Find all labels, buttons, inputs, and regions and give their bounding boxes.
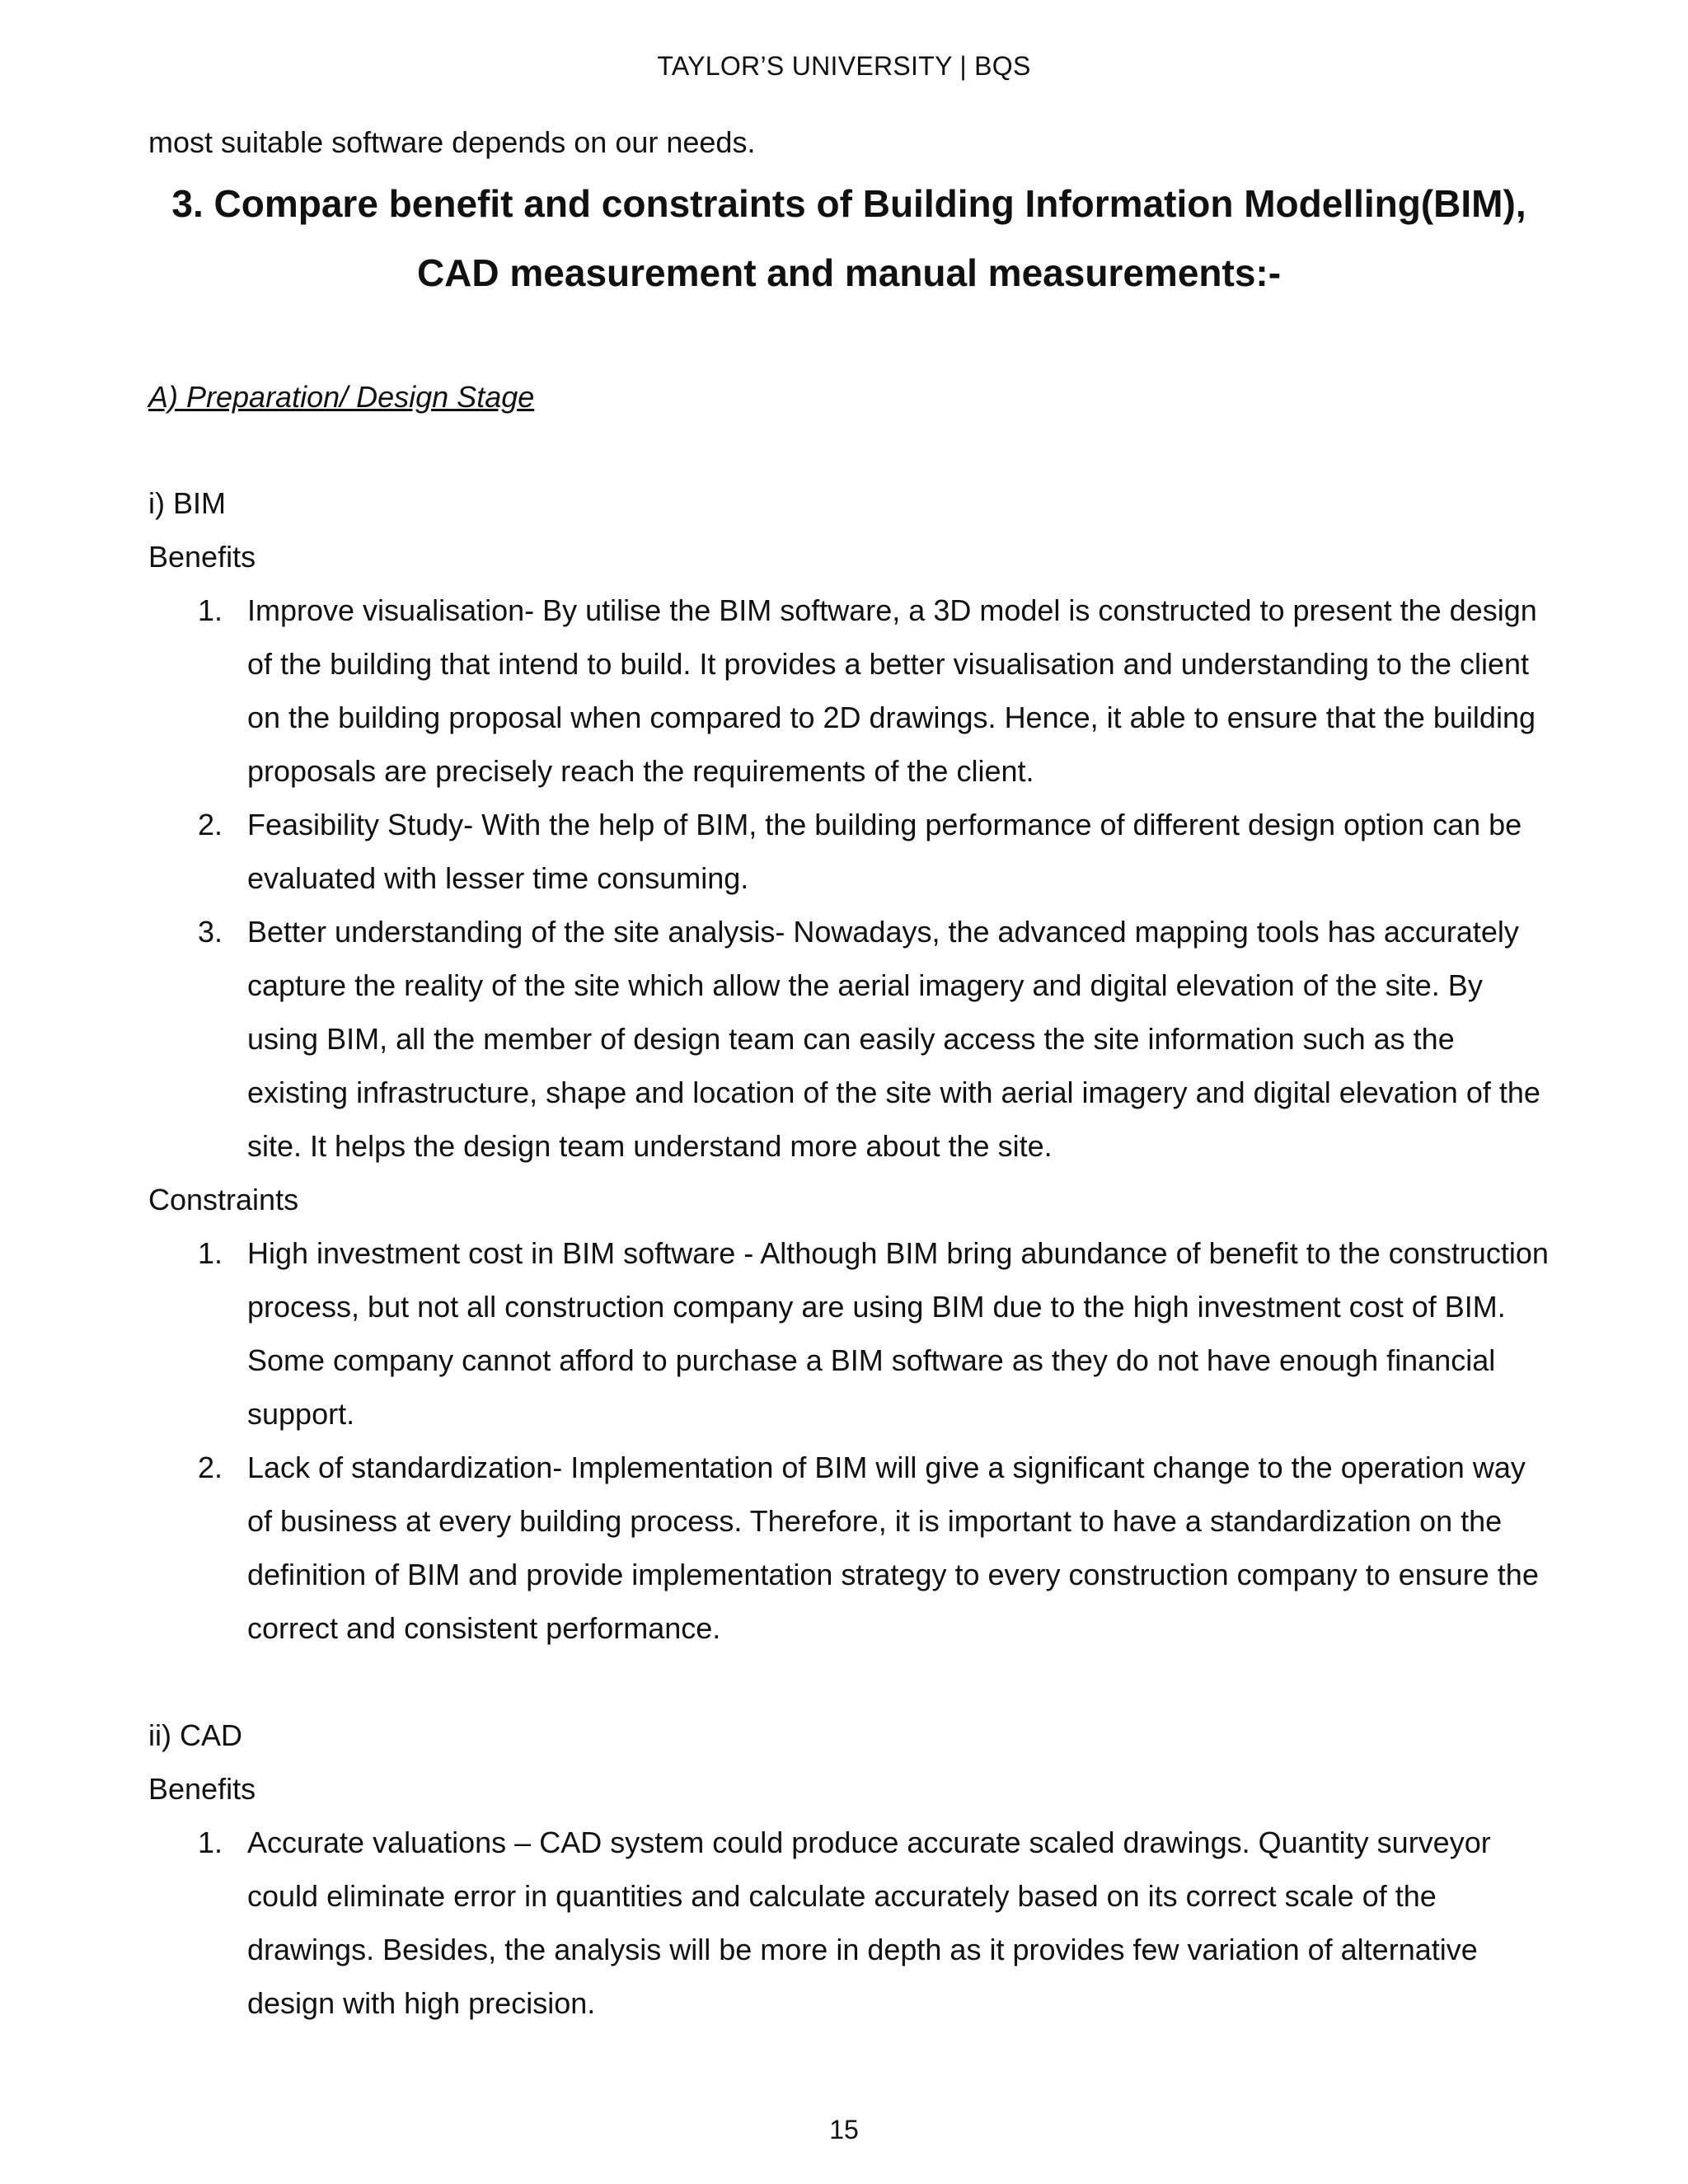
list-item [148, 1441, 1550, 1655]
intro-text: most suitable software depends on our needs. [148, 125, 756, 159]
document-body [148, 115, 1550, 2030]
list-item-text: Feasibility Study- With the help of BIM, the building performance of different design option can be evaluated with lesser time consuming. [247, 808, 1522, 895]
page-number: 15 [829, 2115, 859, 2144]
section-title-line-1: 3. Compare benefit and constraints of Building Information Modelling(BIM), [171, 182, 1526, 225]
list-item-text: High investment cost in BIM software - Although BIM bring abundance of benefit to the construction process, but not all construction company are using BIM due to the high investment cost of BIM. Some company cannot afford to purchase a BIM software as they do not have enough financial support. [247, 1236, 1549, 1431]
list-item-number: 1. [198, 593, 223, 627]
bim-constraints-label: Constraints [148, 1183, 299, 1216]
list-item-text: Accurate valuations – CAD system could produce accurate scaled drawings. Quantity surveyor could eliminate error in quantities and calculate accurately based on its correct scale of the drawings. Besides, the analysis will be more in depth as it provides few variation of alternative design with high precision. [247, 1825, 1491, 2020]
section-title-line-2: CAD measurement and manual measurements:- [416, 251, 1282, 294]
stage-heading: A) Preparation/ Design Stage [148, 380, 535, 414]
list-item [148, 1226, 1550, 1441]
list-item-number: 2. [198, 808, 223, 841]
list-item-text: Improve visualisation- By utilise the BIM software, a 3D model is constructed to present the design of the building that intend to build. It provides a better visualisation and understanding to the client on the building proposal when compared to 2D drawings. Hence, it able to ensure that the building proposals are precisely reach the requirements of the client. [247, 593, 1537, 788]
list-item [148, 798, 1550, 905]
running-header: TAYLOR’S UNIVERSITY | BQS [657, 51, 1031, 81]
bim-heading: i) BIM [148, 486, 226, 520]
section-spacer [148, 1655, 1550, 1708]
list-item-number: 1. [198, 1825, 223, 1859]
bim-benefits-label: Benefits [148, 540, 256, 574]
list-item [148, 1816, 1550, 2030]
list-item-text: Lack of standardization- Implementation of BIM will give a significant change to the operation way of business at every building process. Therefore, it is important to have a standardization on the definition of BIM and provide implementation strategy to every construction company to ensure the correct and consistent performance. [247, 1451, 1539, 1645]
bim-constraints-list [148, 1226, 1550, 1655]
cad-benefits-list [148, 1816, 1550, 2030]
cad-heading: ii) CAD [148, 1718, 242, 1752]
section-title [148, 169, 1550, 307]
list-item-number: 2. [198, 1451, 223, 1484]
list-item-text: Better understanding of the site analysis- Nowadays, the advanced mapping tools has accurately capture the reality of the site which allow the aerial imagery and digital elevation of the site. By using BIM, all the member of design team can easily access the site information such as the existing infrastructure, shape and location of the site with aerial imagery and digital elevation of the site. It helps the design team understand more about the site. [247, 915, 1540, 1163]
list-item-number: 3. [198, 915, 223, 949]
cad-benefits-label: Benefits [148, 1772, 256, 1806]
bim-benefits-list [148, 583, 1550, 1173]
list-item [148, 905, 1550, 1173]
list-item [148, 583, 1550, 798]
list-item-number: 1. [198, 1236, 223, 1270]
